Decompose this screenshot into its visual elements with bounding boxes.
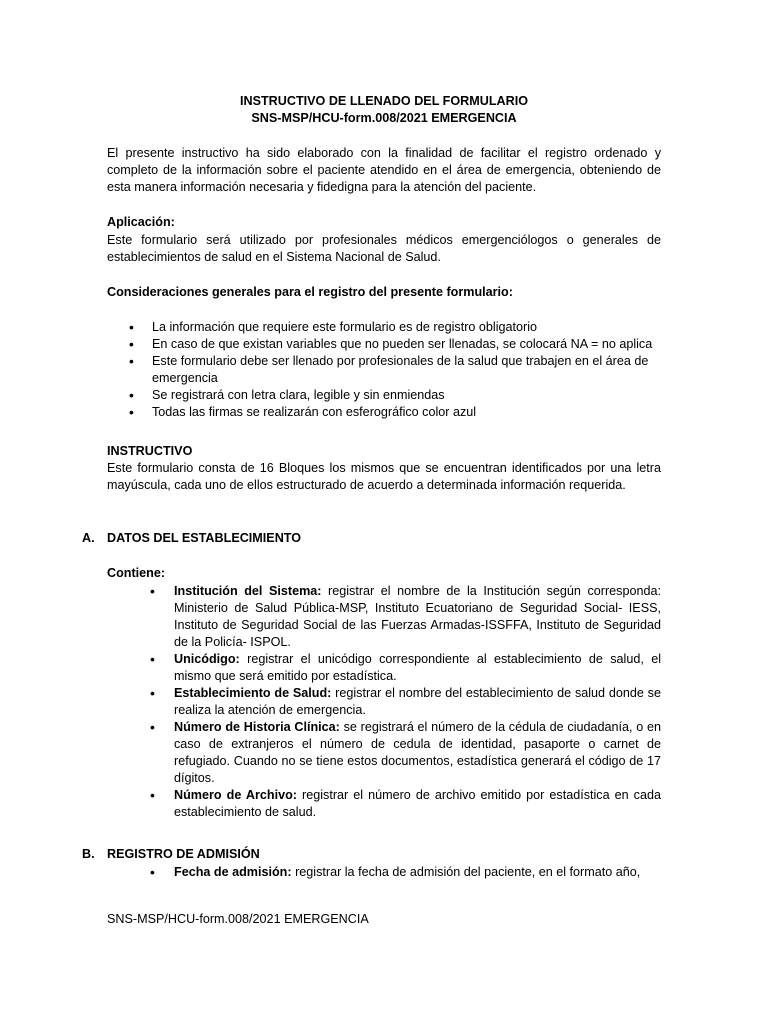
contiene-label: Contiene: bbox=[107, 566, 166, 580]
list-item: • Este formulario debe ser llenado por profesionales de la salud que trabajen en el área de emergencia bbox=[127, 353, 661, 387]
section-b-heading bbox=[82, 846, 260, 863]
item-label: Establecimiento de Salud: bbox=[174, 686, 332, 700]
list-item: • Todas las firmas se realizarán con esferográfico color azul bbox=[127, 404, 661, 421]
section-a-title: DATOS DEL ESTABLECIMIENTO bbox=[107, 531, 302, 545]
consideraciones-heading: Consideraciones generales para el registro del presente formulario: bbox=[107, 285, 513, 299]
item-text: registrar el número de archivo emitido por estadística en cada establecimiento de salud. bbox=[174, 788, 661, 819]
item-label: Institución del Sistema: bbox=[174, 584, 322, 598]
item-text: registrar la fecha de admisión del paciente, en el formato año, bbox=[291, 865, 641, 879]
list-item: • Se registrará con letra clara, legible y sin enmiendas bbox=[127, 387, 661, 404]
list-item bbox=[148, 651, 661, 685]
section-a-letter: A. bbox=[82, 531, 95, 545]
instructivo-paragraph: Este formulario consta de 16 Bloques los mismos que se encuentran identificados por una letra mayúscula, cada uno de ellos estructurado de acuerdo a determinada información requerida. bbox=[107, 461, 661, 492]
list-item: • La información que requiere este formulario es de registro obligatorio bbox=[127, 319, 661, 336]
item-label: Número de Archivo: bbox=[174, 788, 297, 802]
item-text: se registrará el número de la cédula de ciudadanía, o en caso de extranjeros el número de cedula de identidad, pasaporte o carnet de refugiado. Cuando no se tiene estos documentos, estadística generará el código de 17 dígitos. bbox=[174, 720, 661, 785]
doc-title: INSTRUCTIVO DE LLENADO DEL FORMULARIO bbox=[239, 94, 529, 108]
aplicacion-heading: Aplicación: bbox=[107, 215, 175, 229]
item-label: Número de Historia Clínica: bbox=[174, 720, 340, 734]
consideraciones-list bbox=[127, 319, 661, 421]
item-text: registrar el unicódigo correspondiente al establecimiento de salud, el mismo que será emitido por estadística. bbox=[174, 652, 661, 683]
item-text: registrar el nombre de la Institución según corresponda: Ministerio de Salud Pública-MSP, Instituto Ecuatoriano de Seguridad Social- IESS, Instituto de Seguridad Social de las Fuerzas Armadas-ISSFFA, Instituto de Seguridad de la Policía- ISPOL. bbox=[174, 584, 661, 649]
item-text: registrar el nombre del establecimiento de salud donde se realiza la atención de emergencia. bbox=[174, 686, 661, 717]
item-label: Unicódigo: bbox=[174, 652, 240, 666]
section-b-title: REGISTRO DE ADMISIÓN bbox=[107, 847, 260, 861]
page-footer: SNS-MSP/HCU-form.008/2021 EMERGENCIA bbox=[107, 912, 369, 926]
list-item: • En caso de que existan variables que no pueden ser llenadas, se colocará NA = no aplica bbox=[127, 336, 661, 353]
list-item bbox=[148, 864, 661, 881]
item-label: Fecha de admisión: bbox=[174, 865, 292, 879]
list-item bbox=[148, 685, 661, 719]
aplicacion-paragraph: Este formulario será utilizado por profesionales médicos emergenciólogos o generales de establecimientos de salud en el Sistema Nacional de Salud. bbox=[107, 233, 661, 264]
list-item bbox=[148, 787, 661, 821]
intro-paragraph: El presente instructivo ha sido elaborado con la finalidad de facilitar el registro ordenado y completo de la información sobre el paciente atendido en el área de emergencia, obteniendo de esta manera información necesaria y fidedigna para la atención del paciente. bbox=[107, 146, 661, 194]
section-b-letter: B. bbox=[82, 847, 95, 861]
section-b-list bbox=[148, 864, 661, 881]
section-a-list bbox=[148, 583, 661, 821]
instructivo-heading: INSTRUCTIVO bbox=[107, 444, 193, 458]
doc-subtitle: SNS-MSP/HCU-form.008/2021 EMERGENCIA bbox=[251, 111, 517, 125]
list-item bbox=[148, 719, 661, 787]
section-a-heading bbox=[82, 530, 301, 547]
list-item bbox=[148, 583, 661, 651]
